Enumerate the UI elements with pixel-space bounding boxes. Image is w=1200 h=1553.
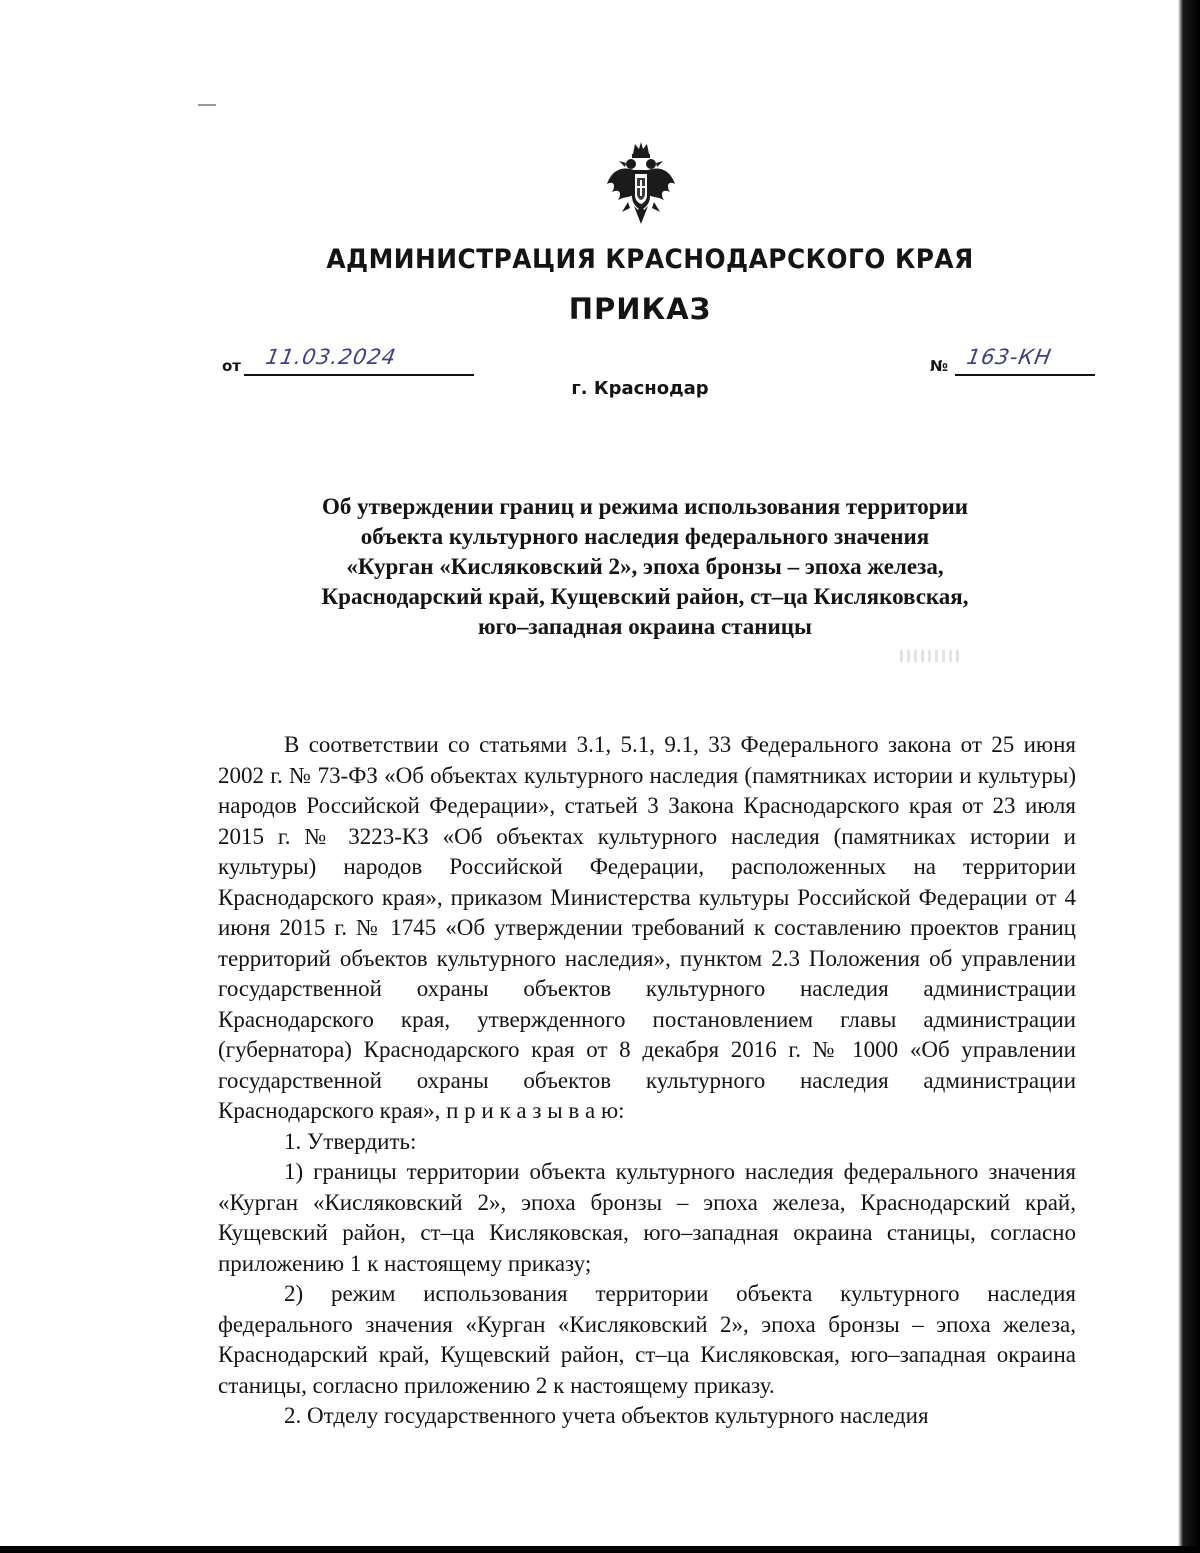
document-body	[218, 730, 1076, 1432]
item-2: 2. Отделу государственного учета объектов культурного наследия	[284, 1403, 929, 1428]
scan-edge-bottom	[0, 1546, 1200, 1553]
preamble-paragraph	[218, 730, 1076, 1127]
scan-edge-right	[1178, 0, 1200, 1553]
item-1-2: 2) режим использования территории объекта культурного наследия федерального значения «Курган «Кисляковский 2», эпоха бронзы – эпоха железа, Краснодарский край, Кущевский район, ст–ца Кисляковская, юго–западная окраина станицы, согласно приложению 2 к настоящему приказу.	[218, 1281, 1076, 1398]
organization-name: АДМИНИСТРАЦИЯ КРАСНОДАРСКОГО КРАЯ	[326, 244, 974, 275]
scan-artifact	[900, 650, 960, 662]
title-line: Об утверждении границ и режима использования территории	[321, 494, 969, 519]
city: г. Краснодар	[571, 378, 709, 399]
item-1: 1. Утвердить:	[284, 1128, 417, 1154]
order-word: п р и к а з ы в а ю:	[446, 1098, 625, 1123]
crowned-eagle-coat-of-arms-icon	[604, 140, 678, 230]
number-value: 163-КН	[964, 345, 1054, 369]
document-title	[250, 492, 1040, 642]
scan-mark	[198, 104, 216, 106]
item-1-1: 1) границы территории объекта культурного наследия федерального значения «Курган «Кисляковский 2», эпоха бронзы – эпоха железа, Краснодарский край, Кущевский район, ст–ца Кисляковская, юго–западная окраина станицы, согласно приложению 1 к настоящему приказу;	[218, 1159, 1076, 1276]
date-field	[244, 345, 474, 376]
title-line: объекта культурного наследия федерального значения	[360, 524, 930, 549]
title-line: «Курган «Кисляковский 2», эпоха бронзы – эпоха железа,	[346, 554, 944, 579]
number-field	[955, 345, 1095, 376]
title-line: Краснодарский край, Кущевский район, ст–ца Кисляковская,	[321, 584, 969, 609]
number-label: №	[930, 357, 949, 375]
date-value: 11.03.2024	[263, 345, 399, 369]
document-type: ПРИКАЗ	[568, 292, 712, 326]
preamble-text: В соответствии со статьями 3.1, 5.1, 9.1, 33 Федерального закона от 25 июня 2002 г. № 73-ФЗ «Об объектах культурного наследия (памятниках истории и культуры) народов Российской Федерации», статьей 3 Закона Краснодарского края от 23 июля 2015 г. № 3223-КЗ «Об объектах культурного наследия (памятниках истории и культуры) народов Российской Федерации, расположенных на территории Краснодарского края», приказом Министерства культуры Российской Федерации от 4 июня 2015 г. № 1745 «Об утверждении требований к составлению проектов границ территорий объектов культурного наследия», пунктом 2.3 Положения об управлении государственной охраны объектов культурного наследия администрации Краснодарского края, утвержденного постановлением главы администрации (губернатора) Краснодарского края от 8 декабря 2016 г. № 1000 «Об управлении государственной охраны объектов культурного наследия администрации Краснодарского края»,	[218, 732, 1076, 1123]
title-line: юго–западная окраина станицы	[477, 614, 813, 639]
date-label: от	[222, 357, 241, 375]
